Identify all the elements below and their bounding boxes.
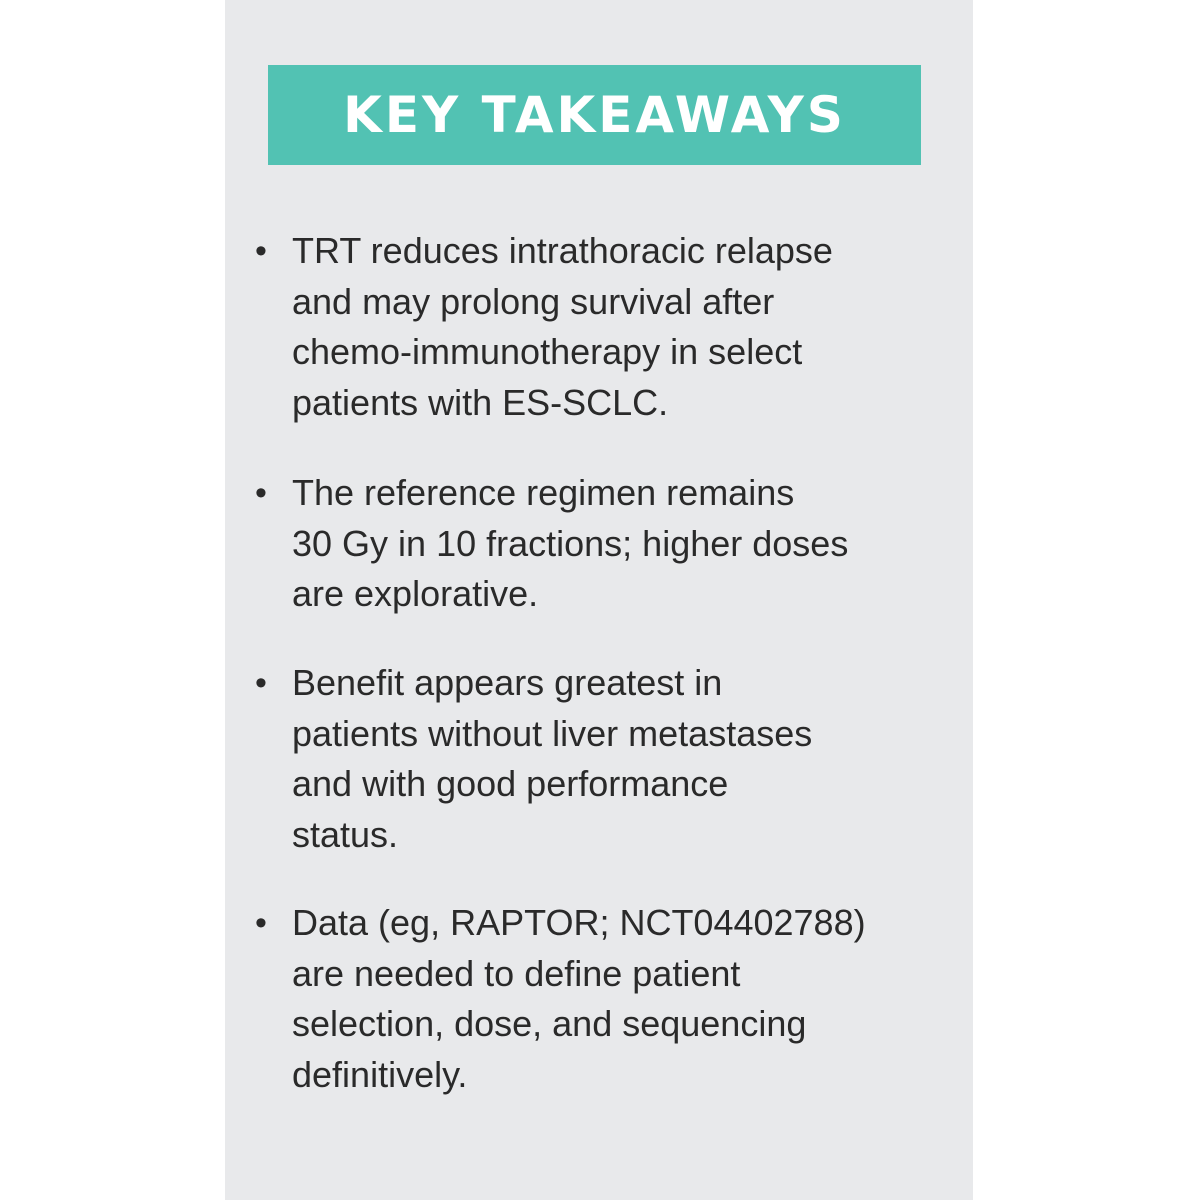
- takeaway-text: Benefit appears greatest in patients without liver metastases and with good performance status.: [292, 662, 813, 855]
- bullet-icon: •: [255, 232, 267, 270]
- takeaway-text: The reference regimen remains 30 Gy in 10 fractions; higher doses are explorative.: [292, 472, 849, 614]
- takeaways-list: [225, 0, 973, 1200]
- bullet-icon: •: [255, 474, 267, 512]
- takeaway-text: Data (eg, RAPTOR; NCT04402788) are needed to define patient selection, dose, and sequencing definitively.: [292, 902, 866, 1095]
- bullet-icon: •: [255, 904, 267, 942]
- takeaway-text: TRT reduces intrathoracic relapse and may prolong survival after chemo-immunotherapy in select patients with ES-SCLC.: [292, 230, 833, 423]
- key-takeaways-panel: [225, 0, 973, 1200]
- panel-title: KEY TAKEAWAYS: [343, 86, 846, 144]
- bullet-icon: •: [255, 664, 267, 702]
